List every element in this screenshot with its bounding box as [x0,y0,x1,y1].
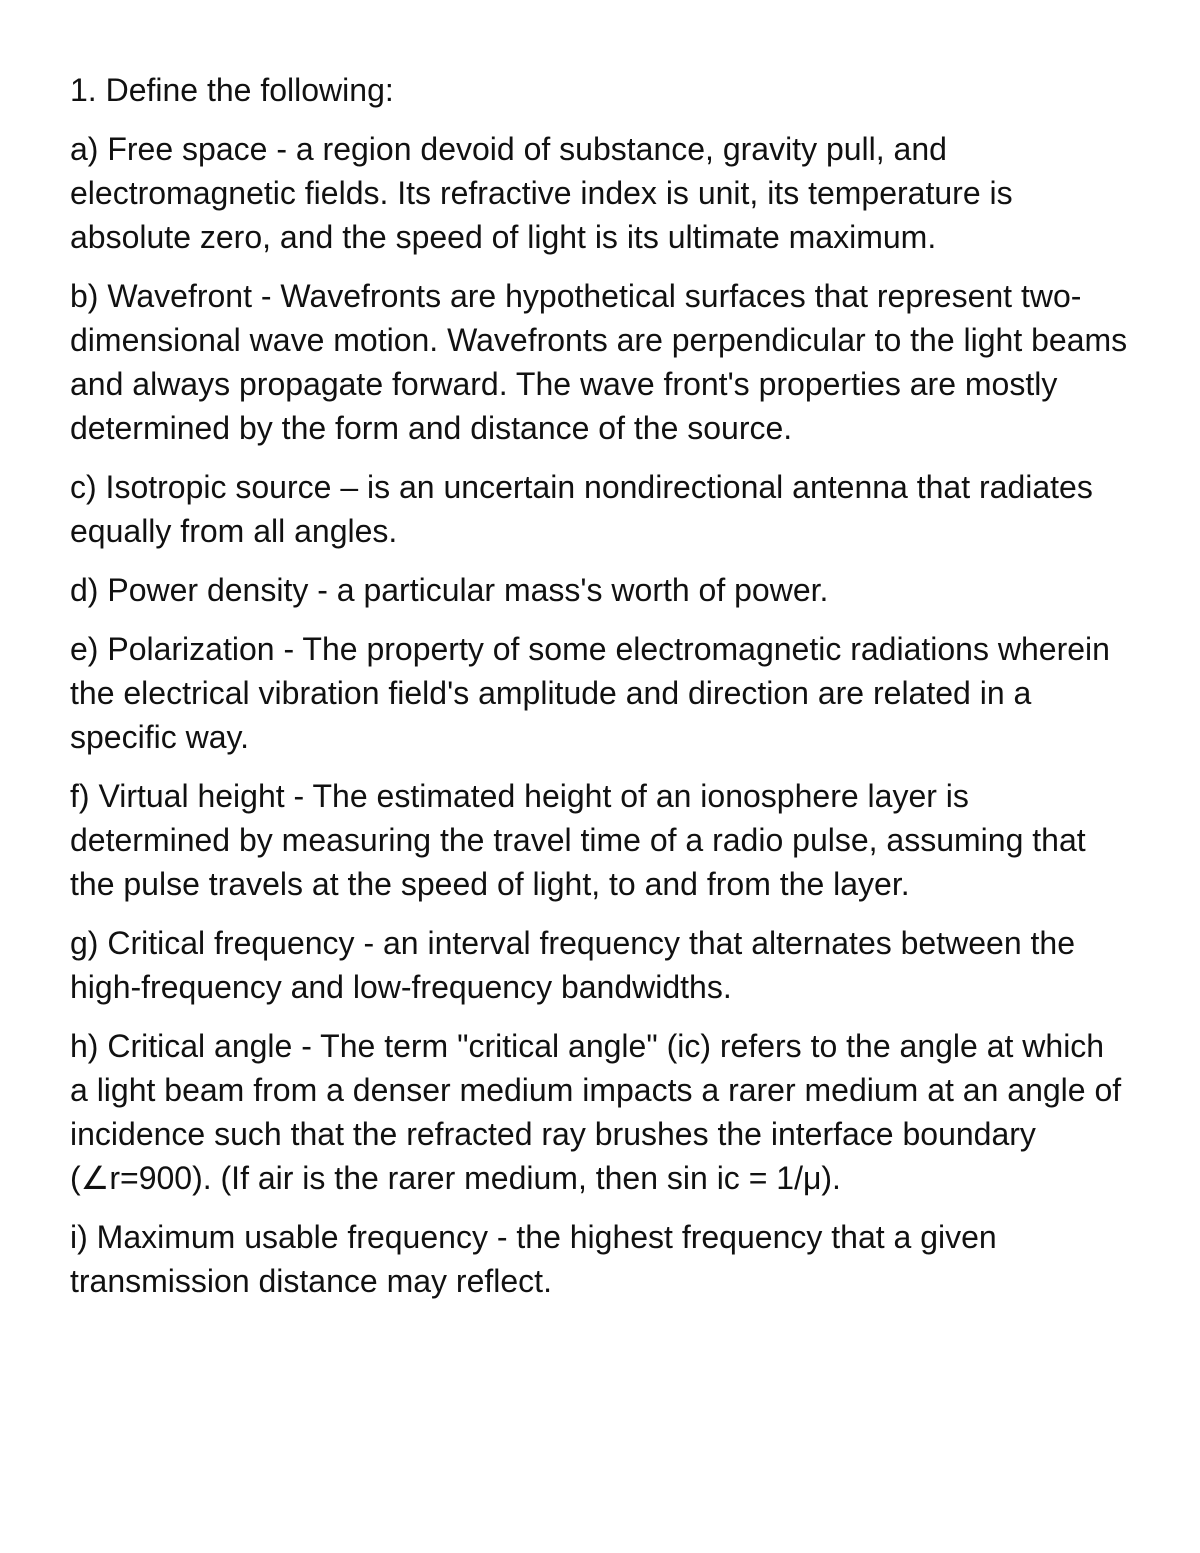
document-page [70,68,1130,1318]
definition-critical-frequency: g) Critical frequency - an interval frequency that alternates between the high-frequency and low-frequency bandwidths. [70,925,1075,1005]
definition-wavefront: b) Wavefront - Wavefronts are hypothetical surfaces that represent two-dimensional wave motion. Wavefronts are perpendicular to the light beams and always propagate forward. The wave front's properties are mostly determined by the form and distance of the source. [70,278,1128,446]
definition-free-space: a) Free space - a region devoid of substance, gravity pull, and electromagnetic fields. Its refractive index is unit, its temperature is absolute zero, and the speed of light is its ultimate maximum. [70,131,1013,255]
definition-virtual-height: f) Virtual height - The estimated height of an ionosphere layer is determined by measuring the travel time of a radio pulse, assuming that the pulse travels at the speed of light, to and from the layer. [70,778,1086,902]
definition-maximum-usable-frequency: i) Maximum usable frequency - the highest frequency that a given transmission distance may reflect. [70,1219,997,1299]
definition-isotropic-source: c) Isotropic source – is an uncertain nondirectional antenna that radiates equally from all angles. [70,469,1093,549]
definition-critical-angle: h) Critical angle - The term "critical angle" (ic) refers to the angle at which a light beam from a denser medium impacts a rarer medium at an angle of incidence such that the refracted ray brushes the interface boundary (∠r=900). (If air is the rarer medium, then sin ic = 1/μ). [70,1028,1122,1196]
definition-power-density: d) Power density - a particular mass's worth of power. [70,572,829,608]
question-heading: 1. Define the following: [70,72,394,108]
definition-polarization: e) Polarization - The property of some electromagnetic radiations wherein the electrical vibration field's amplitude and direction are related in a specific way. [70,631,1110,755]
